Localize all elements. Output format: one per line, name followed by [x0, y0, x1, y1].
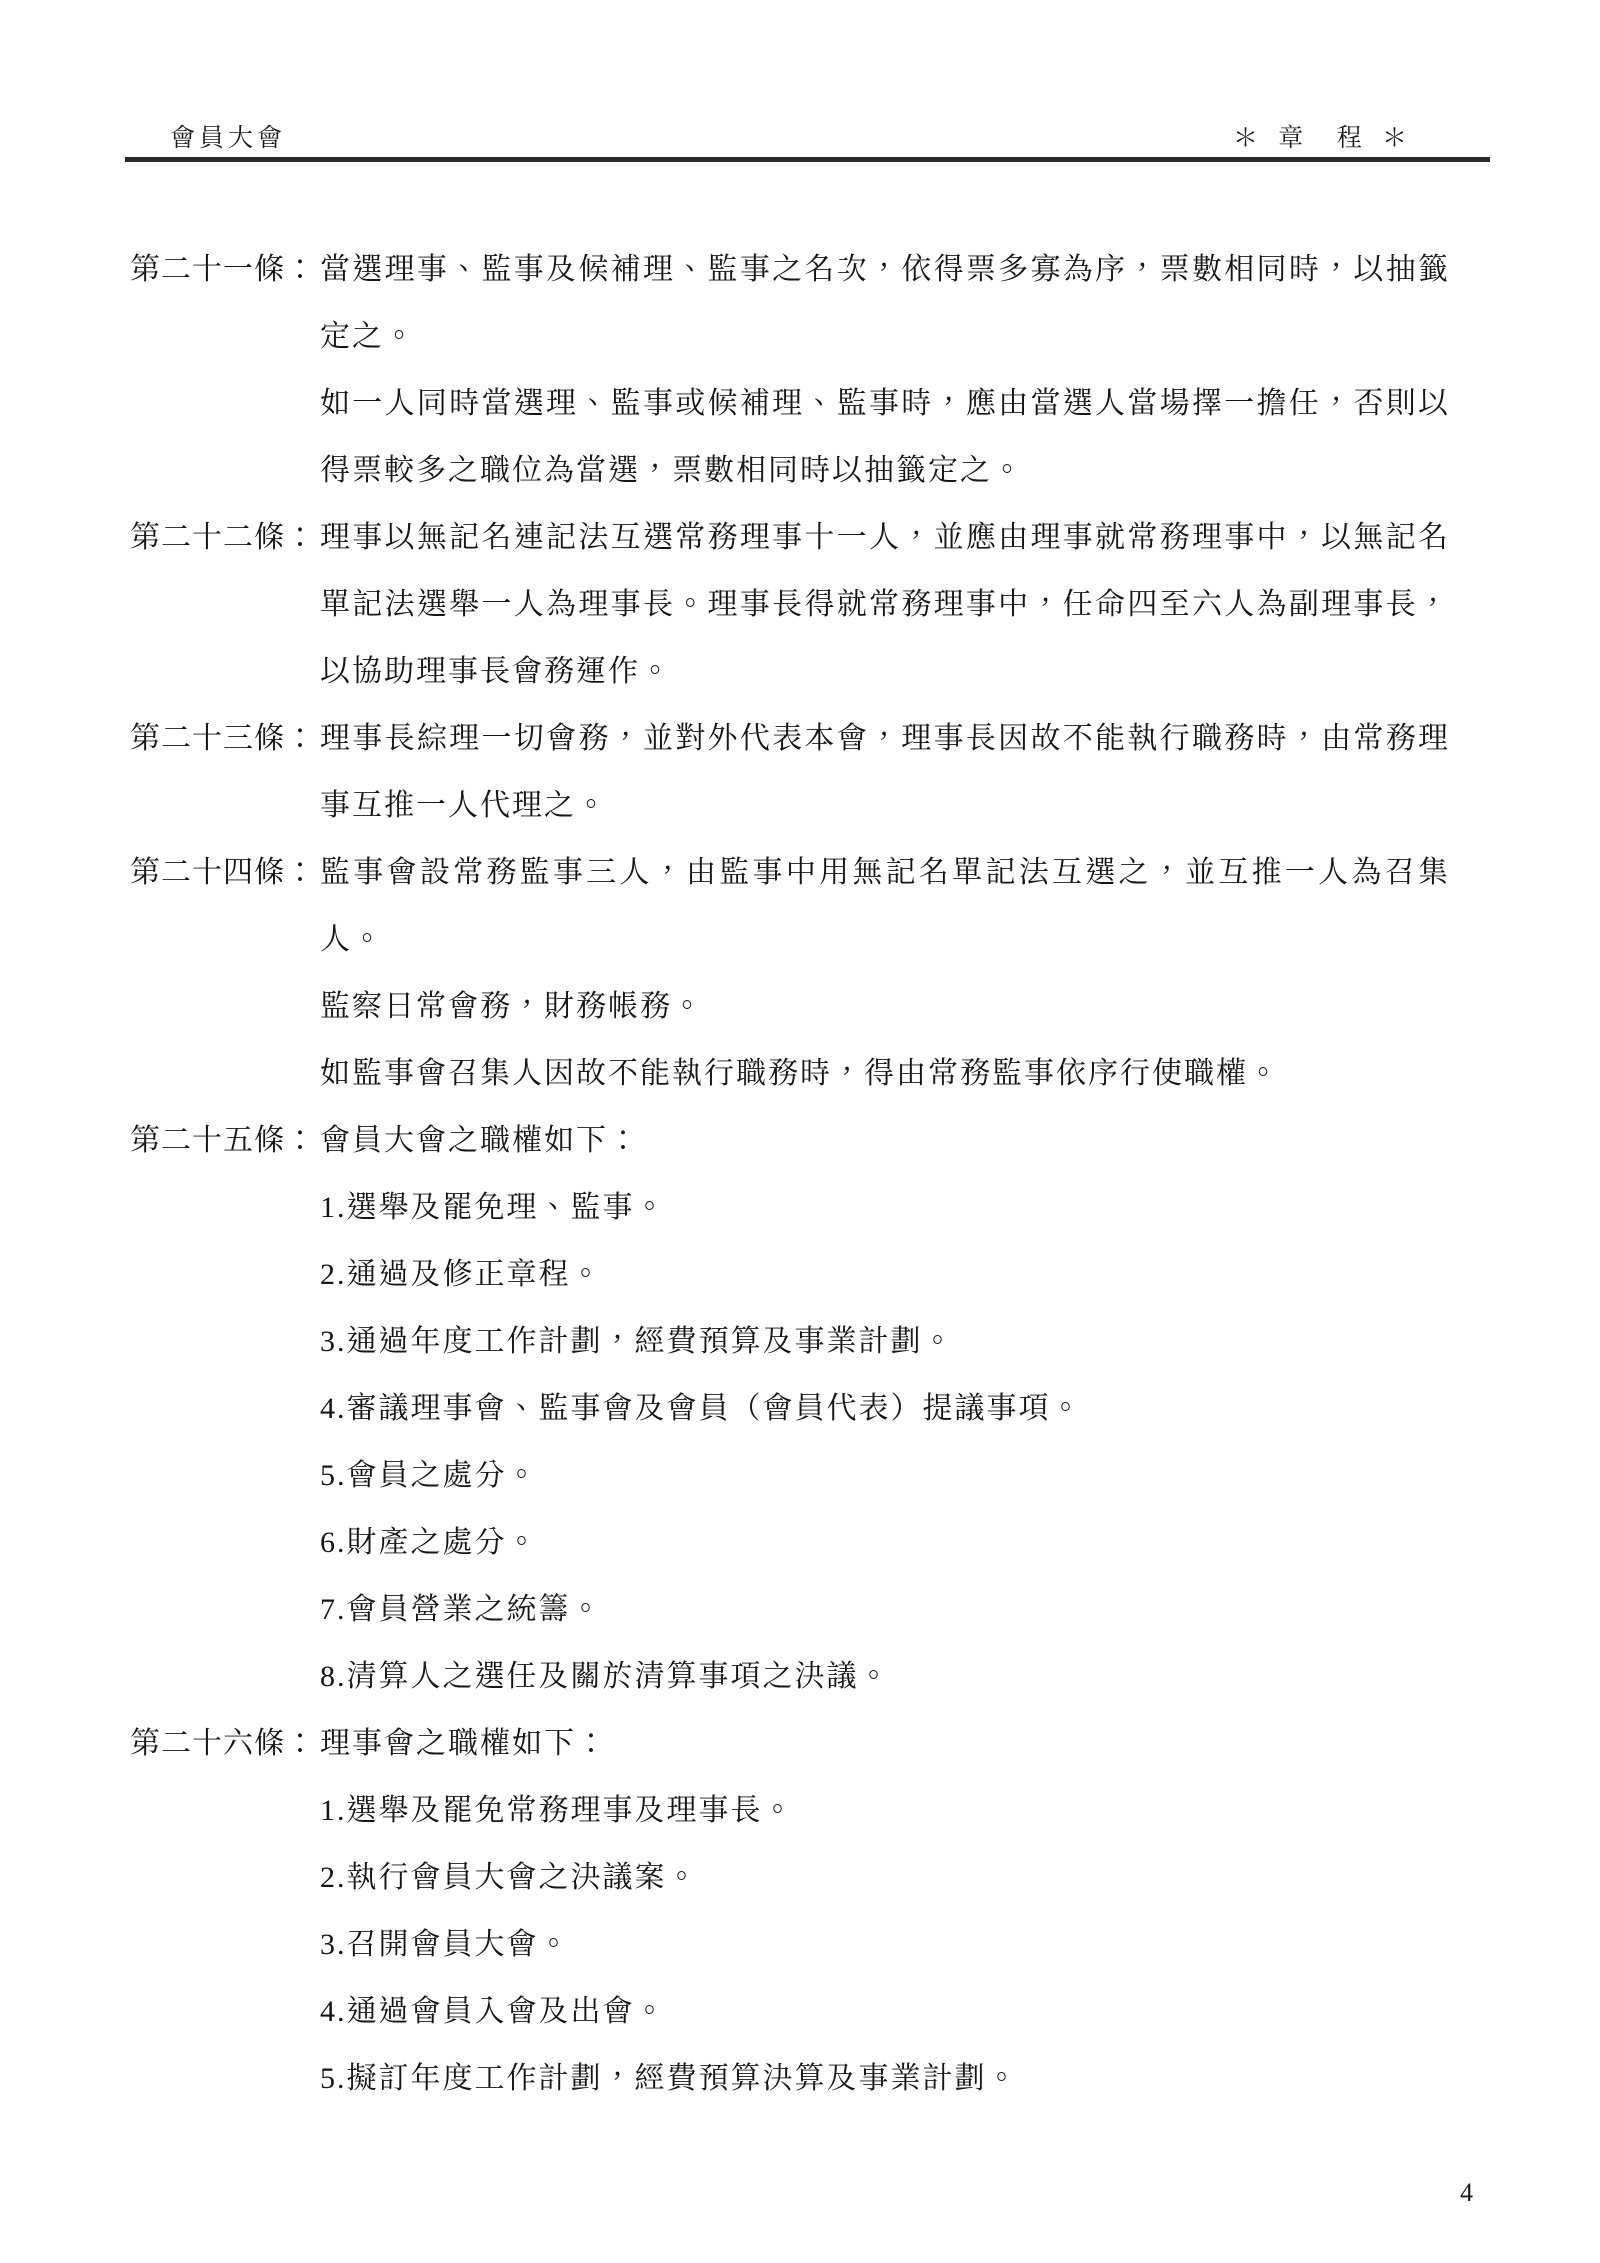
article-content — [320, 1710, 1450, 2112]
article-paragraph: 如一人同時當選理、監事或候補理、監事時，應由當選人當場擇一擔任，否則以得票較多之職位為當選，票數相同時以抽籤定之。 — [320, 387, 1450, 487]
article-paragraph: 監事會設常務監事三人，由監事中用無記名單記法互選之，並互推一人為召集人。 — [320, 856, 1450, 956]
list-item: 3.通過年度工作計劃，經費預算及事業計劃。 — [320, 1325, 955, 1358]
article-label: 第二十二條： — [130, 521, 316, 554]
article-content — [320, 236, 1450, 504]
article-label: 第二十四條： — [130, 856, 316, 889]
page-header — [125, 110, 1490, 154]
article-paragraph: 會員大會之職權如下： — [320, 1124, 640, 1157]
header-title-left: 會員大會 — [170, 125, 287, 152]
list-item: 5.會員之處分。 — [320, 1459, 539, 1492]
article-26 — [130, 1710, 1450, 2112]
list-item: 8.清算人之選任及關於清算事項之決議。 — [320, 1660, 891, 1693]
article-label: 第二十一條： — [130, 253, 316, 286]
article-content — [320, 1107, 1450, 1710]
list-item: 5.擬訂年度工作計劃，經費預算決算及事業計劃。 — [320, 2062, 1019, 2095]
article-paragraph: 理事以無記名連記法互選常務理事十一人，並應由理事就常務理事中，以無記名單記法選舉一人為理事長。理事長得就常務理事中，任命四至六人為副理事長，以協助理事長會務運作。 — [320, 521, 1450, 688]
article-label: 第二十六條： — [130, 1727, 316, 1760]
page-number: 4 — [1460, 2178, 1473, 2207]
article-content — [320, 705, 1450, 839]
header-double-rule — [125, 157, 1490, 162]
list-item: 2.執行會員大會之決議案。 — [320, 1861, 699, 1894]
article-content — [320, 839, 1450, 1107]
article-23 — [130, 705, 1450, 839]
article-22 — [130, 504, 1450, 705]
article-paragraph: 監察日常會務，財務帳務。 — [320, 990, 704, 1023]
article-content — [320, 504, 1450, 705]
list-item: 1.選舉及罷免理、監事。 — [320, 1191, 667, 1224]
article-label: 第二十五條： — [130, 1124, 316, 1157]
article-25 — [130, 1107, 1450, 1710]
document-body — [130, 236, 1450, 2112]
list-item: 4.通過會員入會及出會。 — [320, 1995, 667, 2028]
article-paragraph: 理事會之職權如下： — [320, 1727, 608, 1760]
article-paragraph: 理事長綜理一切會務，並對外代表本會，理事長因故不能執行職務時，由常務理事互推一人代理之。 — [320, 722, 1450, 822]
list-item: 3.召開會員大會。 — [320, 1928, 571, 1961]
list-item: 4.審議理事會、監事會及會員（會員代表）提議事項。 — [320, 1392, 1083, 1425]
article-24 — [130, 839, 1450, 1107]
list-item: 6.財產之處分。 — [320, 1526, 539, 1559]
list-item: 1.選舉及罷免常務理事及理事長。 — [320, 1794, 795, 1827]
list-item: 7.會員營業之統籌。 — [320, 1593, 603, 1626]
article-paragraph: 如監事會召集人因故不能執行職務時，得由常務監事依序行使職權。 — [320, 1057, 1280, 1090]
article-21 — [130, 236, 1450, 504]
article-label: 第二十三條： — [130, 722, 316, 755]
header-title-right: ＊ 章 程 ＊ — [1232, 125, 1414, 152]
list-item: 2.通過及修正章程。 — [320, 1258, 603, 1291]
article-paragraph: 當選理事、監事及候補理、監事之名次，依得票多寡為序，票數相同時，以抽籤定之。 — [320, 253, 1450, 353]
